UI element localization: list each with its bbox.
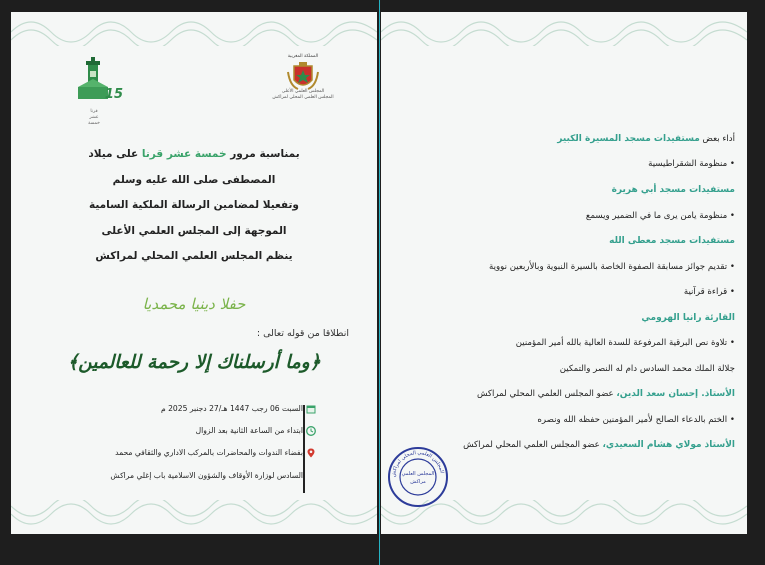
program-speaker: الأستاذ مولاي هشام السعيدي، عضو المجلس العلمي المحلي لمراكش [463,440,735,450]
program-item: • تقديم جوائز مسابقة الصفوة الخاصة بالسيرة النبوية وبالأربعين نووية [489,262,735,272]
top-ornament-band [381,12,747,46]
coat-of-arms-icon [286,62,320,92]
program-heading: مستفيدات مسجد أبي هريرة [611,185,735,195]
intro-line-3: وتفعيلا لمضامين الرسالة الملكية السامية [89,199,299,211]
canvas-guide-line [379,0,380,565]
date-row [161,404,303,413]
logo-number: 15 [104,87,123,102]
place-row-2 [110,471,303,480]
quote-intro: انطلاقا من قوله تعالى : [256,328,349,339]
program-item: • قراءة قرآنية [683,287,735,297]
fifteen-centuries-logo [65,57,123,127]
place-row [115,448,303,457]
invitation-program-page [381,12,747,534]
program-item: • تلاوة نص البرقية المرفوعة للسدة العالية بالله أمير المؤمنين [515,338,735,348]
quran-verse: ﴿وما أرسلناك إلا رحمة للعالمين﴾ [67,352,321,373]
bottom-ornament-band [11,500,377,534]
council-stamp [387,446,449,508]
program-text: جلالة الملك محمد السادس دام له النصر والتمكين [559,364,735,374]
program-heading: مستفيدات مسجد معطى الله [609,236,735,246]
logo-caption: قرنا عشر خمسة [88,109,100,126]
intro-line-5: ينظم المجلس العلمي المحلي لمراكش [95,250,293,262]
intro-line-2: المصطفى صلى الله عليه وسلم [112,173,276,186]
intro-line-1: بمناسبة مرور خمسة عشر قرنا على ميلاد [88,148,300,160]
intro-line-4: الموجهة إلى المجلس العلمي الأعلى [101,224,287,237]
time-row [196,426,303,435]
stamp-ring-text: المجلس العلمي المحلي لمراكش [390,449,445,478]
stamp-center-line-1: المجلس العلمي [401,471,435,477]
place-line-2: السادس لوزارة الأوقاف والشؤون الاسلامية باب إغلي مراكش [110,471,303,480]
invitation-front-page [11,12,377,534]
calendar-icon [306,404,316,414]
top-ornament-band [11,12,377,46]
council-caption: المجلس العلمي الأعلى المجلس العلمي المحلي لمراكش [272,89,334,100]
place-line-1: بفضاء الندوات والمحاضرات بالمركب الاداري والثقافي محمد [115,448,303,457]
program-heading: القارئة رانيا الهرومي [641,313,735,323]
invitation-intro [31,142,357,270]
stamp-center-line-2: مراكش [410,479,426,485]
date-text: السبت 06 رجب 1447 هـ/27 دجنبر 2025 م [160,404,303,413]
clock-icon [306,426,316,436]
program-item: • الختم بالدعاء الصالح لأمير المؤمنين حفظه الله ونصره [537,415,735,425]
program-speaker: الأستاذ. إحسان سعد الدين، عضو المجلس العلمي المحلي لمراكش [476,389,735,399]
program-opening: أداء بعض مستفيدات مسجد المسيرة الكبير [557,134,735,144]
program-item: • منظومة الشقراطيسية [648,159,735,169]
location-pin-icon [306,448,316,458]
details-divider [303,405,305,493]
program-item: • منظومة يامن يرى ما في الضمير ويسمع [585,211,735,221]
event-title: حفلا دينيا محمديا [142,295,246,313]
council-logo [263,54,343,134]
kingdom-label: المملكة المغربية [287,54,319,59]
time-text: ابتداء من الساعة الثانية بعد الزوال [195,426,303,435]
